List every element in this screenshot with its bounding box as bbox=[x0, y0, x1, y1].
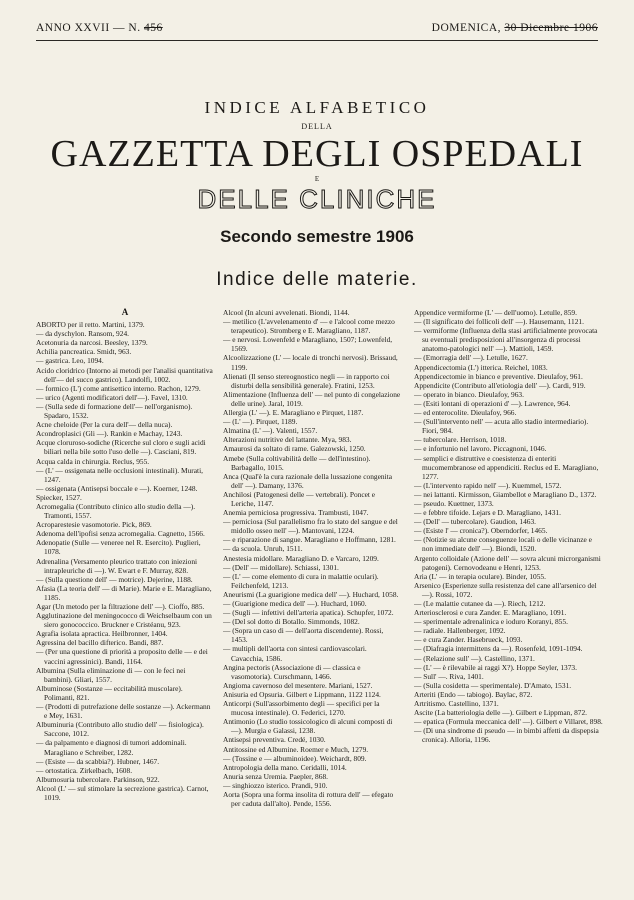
index-entry: — da scuola. Unruh, 1511. bbox=[223, 544, 303, 554]
running-head bbox=[36, 22, 598, 38]
title-della: DELLA bbox=[301, 122, 333, 131]
index-entry: Arteriosclerosi e cura Zander. E. Maragliano, 1091. bbox=[414, 608, 567, 618]
index-entry: — gastrica. Leo, 1094. bbox=[36, 356, 104, 366]
index-entry: Appendice vermiforme (L' — dell'uomo). Letulle, 859. bbox=[414, 308, 577, 317]
index-entry: — (L' — come elemento di cura in malattie oculari). Feilchenfeld, 1213. bbox=[223, 571, 379, 590]
index-entry: — (Notizie su alcune conseguenze locali o delle vicinanze e non immediate dell' —). Biondi, 1520. bbox=[414, 535, 592, 554]
index-entry: Antimonio (Lo studio tossicologico di alcuni composti di —). Murgia e Galassi, 1238. bbox=[223, 717, 393, 736]
index-entry: Adenopatie (Sulle — veneree nel R. Esercito). Puglieri, 1078. bbox=[36, 538, 201, 557]
index-entry: — (Esiste — da scabbia?). Hubner, 1467. bbox=[36, 756, 160, 766]
index-entry: Argento colloidale (Azione dell' — sovra alcuni microrganismi patogeni). Cernovodeanu e Henri, 1253. bbox=[414, 553, 601, 572]
index-entry: — (Diafragia intermittens da —). Rosenfeld, 1091-1094. bbox=[414, 644, 583, 654]
index-entry: — (L' — ossigenata nelle occlusioni intestinali). Murati, 1247. bbox=[36, 465, 203, 484]
index-entry: Albumosuria tubercolare. Parkinson, 922. bbox=[36, 774, 160, 784]
header-rule bbox=[36, 40, 598, 41]
index-entry: Anchilosi (Patogenesi delle — vertebrali). Poncet e Leriche, 1147. bbox=[223, 489, 376, 508]
index-entry: Anca (Qual'è la cura razionale della lussazione congenita dell' —). Damany, 1376. bbox=[223, 471, 392, 490]
index-entry: — tubercolare. Herrison, 1018. bbox=[414, 435, 507, 445]
running-head-right bbox=[432, 22, 598, 34]
index-entry: Afasia (La teoria dell' — di Marie). Marie e E. Maragliano, 1185. bbox=[36, 583, 212, 602]
index-entry: — (Sulla questione dell' — motrice). Dejerine, 1188. bbox=[36, 574, 193, 584]
index-column-3 bbox=[414, 308, 604, 898]
index-entry: Alienati (Il senso stereognostico negli — in rapporto coi disturbi della sensibilità generale). Fratini, 1253. bbox=[223, 371, 390, 390]
index-entry: — e nervosi. Lowenfeld e Maragliano, 1507; Lowenfeld, 1569. bbox=[223, 335, 393, 354]
index-entry: Arsenico (Esperienze sulla resistenza del cane all'arsenico del —). Rossi, 1072. bbox=[414, 580, 597, 599]
index-entry: — da dyschylon. Ransom, 924. bbox=[36, 329, 129, 339]
index-entry: Alcool (L' — sul stimolare la secrezione gastrica). Carnot, 1019. bbox=[36, 783, 209, 802]
index-entry: Angina pectoris (Associazione di — classica e vasomotoria). Curschmann, 1466. bbox=[223, 662, 361, 681]
index-column-1 bbox=[36, 308, 214, 898]
title-subtitle: DELLE CLINICHE bbox=[197, 184, 437, 214]
index-entry: — radiale. Hallenberger, 1092. bbox=[414, 626, 506, 636]
index-entry: Appendicite (Contributo all'etiologia dell' —). Cardi, 919. bbox=[414, 380, 586, 390]
index-entry: — (L'intervento rapido nell' —). Kuemmel, 1572. bbox=[414, 480, 562, 490]
index-entry: — ortostatica. Zirkelbach, 1608. bbox=[36, 765, 133, 775]
index-entry: — vermiforme (Influenza della stasi artificialmente provocata su eventuali predisposizioni all'insorgenza di processi anatomo-patologici nell' —). Mattioli, 1459. bbox=[414, 326, 598, 354]
index-entry: Agrafia isolata apractica. Heilbronner, 1404. bbox=[36, 629, 168, 639]
index-entry: — (Sulla cosidetta — sperimentale). D'Amato, 1531. bbox=[414, 680, 572, 690]
index-entry: Appendicectomia (L') itterica. Reichel, 1083. bbox=[414, 362, 548, 372]
index-entry: — pseudo. Kuettner, 1373. bbox=[414, 498, 494, 508]
title-section: Indice delle materie. bbox=[216, 269, 418, 290]
index-entry: Agar (Un metodo per la filtrazione dell' —). Cioffo, 885. bbox=[36, 602, 205, 611]
index-entry: Acido cloridrico (Intorno ai metodi per l'analisi quantitativa dell'— del succo gastrico). Landolfi, 1002. bbox=[36, 365, 213, 384]
index-entry: Acne cheloide (Per la cura dell'— della nuca). bbox=[36, 420, 173, 430]
index-entry: Alimentazione (Influenza dell' — nel punto di congelazione delle urine). Jaral, 1019. bbox=[223, 389, 401, 408]
index-entry: — (Guarigione medica dell' —). Huchard, 1060. bbox=[223, 599, 367, 608]
index-entry: — (L' — è rilevabile ai raggi X?). Hoppe Seyler, 1373. bbox=[414, 662, 577, 672]
index-entry: Adrenalina (Versamento pleurico trattato con iniezioni intrapleuriche di —). W. Ewart e F. Murray, 828. bbox=[36, 556, 198, 575]
index-entry: Spiecker, 1527. bbox=[36, 492, 82, 502]
index-entry: — e riparazione di sangue. Maragliano e Hoffmann, 1281. bbox=[223, 535, 396, 545]
index-entry: Alcoolizzazione (L' — locale di tronchi nervosi). Brissaud, 1199. bbox=[223, 353, 398, 372]
index-entry: — singhiozzo isterico. Prandi, 910. bbox=[223, 780, 328, 790]
index-entry: Agressina del bacillo difterico. Bandi, 887. bbox=[36, 638, 164, 648]
index-entry: Acque cloruroso-sodiche (Ricerche sul cloro e sugli acidi biliari nella bile sotto l'uso delle —). Casciani, 819. bbox=[36, 438, 206, 457]
index-entry: — (Sopra un caso di — dell'aorta discendente). Rossi, 1453. bbox=[223, 626, 384, 645]
index-entry: — e cura Zander. Hasebrueck, 1093. bbox=[414, 635, 523, 645]
index-entry: — (L' —). Pirquet, 1189. bbox=[223, 417, 298, 427]
index-entry: — urico (Agenti modificatori dell'—). Favel, 1310. bbox=[36, 392, 188, 402]
index-entry: — ed enterocolite. Dieulafoy, 966. bbox=[414, 408, 517, 418]
index-entry: — (Tossine e — albuminoidee). Weichardt, 809. bbox=[223, 753, 367, 763]
section-letter: A bbox=[121, 308, 129, 317]
title-index-label: INDICE ALFABETICO bbox=[204, 98, 430, 117]
index-entry: Alcool (In alcuni avvelenati. Biondi, 1144. bbox=[223, 308, 350, 317]
index-entry: Anisuria ed Opsuria. Gilbert e Lippmann, 1122 1124. bbox=[223, 689, 381, 699]
index-entry: — (Del sol dotto di Botallo. Simmonds, 1082. bbox=[223, 617, 360, 627]
index-entry: Allergia (L' —). E. Maragliano e Pirquet, 1187. bbox=[223, 408, 364, 418]
index-entry: Aorta (Sopra una forma insolita di rottura dell' — efegato per caduta dall'alto). Pende, 1556. bbox=[223, 789, 394, 809]
title-masthead: GAZZETTA DEGLI OSPEDALI bbox=[50, 133, 584, 175]
index-entry: — sperimentale adrenalinica e ioduro Koranyi, 855. bbox=[414, 617, 568, 627]
index-entry: — (Dell' — tubercolare). Gaudion, 1463. bbox=[414, 517, 537, 527]
title-semester: Secondo semestre 1906 bbox=[220, 227, 414, 246]
index-entry: Aria (L' — in terapia oculare). Binder, 1055. bbox=[414, 571, 546, 581]
index-entry: — Sull' —. Riva, 1401. bbox=[414, 671, 484, 681]
issue-label: ANNO XXVII — N. bbox=[36, 22, 141, 34]
entry-list bbox=[223, 308, 401, 808]
running-head-left bbox=[36, 22, 163, 34]
title-conjunction: E bbox=[314, 175, 320, 183]
index-columns bbox=[36, 308, 604, 898]
index-entry: — e infortunio nel lavoro. Piccagnoni, 1046. bbox=[414, 444, 547, 454]
index-entry: — (Sull'intervento nell' — acuta allo stadio intermediario). Fiori, 984. bbox=[414, 417, 589, 436]
title-block bbox=[0, 98, 634, 291]
index-entry: — (Di una sindrome di pseudo — in bimbi affetti da dispepsia cronica). Alloria, 1196. bbox=[414, 726, 599, 745]
index-entry: Agglutinazione del meningococco di Weichselbaum con un siero gonococcico. Bruckner e Cristéanu, 923. bbox=[36, 611, 212, 630]
index-entry: Almatina (L' —). Valenti, 1557. bbox=[223, 426, 318, 436]
index-entry: — (Relazione sull' —). Castellino, 1371. bbox=[414, 653, 535, 663]
index-entry: — nei lattanti. Kirmisson, Giambellot e Maragliano D., 1372. bbox=[414, 489, 597, 499]
index-entry: Albuminuria (Contributo allo studio dell' — fisiologica). Saccone, 1012. bbox=[36, 720, 204, 739]
index-entry: — e febbre tifoide. Lejars e D. Maragliano, 1431. bbox=[414, 508, 561, 518]
index-entry: — (Dell' — midollare). Schiassi, 1301. bbox=[223, 562, 339, 572]
index-entry: Artritismo. Castellino, 1371. bbox=[414, 699, 499, 709]
index-entry: Albumina (Sulla eliminazione di — con le feci nei bambini). Gliari, 1557. bbox=[36, 665, 186, 684]
index-entry: — operato in bianco. Dieulafoy, 963. bbox=[414, 389, 524, 399]
index-entry: Appendicectomie in bianco e preventive. Dieulafoy, 961. bbox=[414, 371, 583, 381]
issue-number: 456 bbox=[143, 22, 163, 34]
index-entry: ABORTO per il retto. Martini, 1379. bbox=[36, 320, 145, 330]
index-entry: — (Esiti lontani di operazioni d' —). Lawrence, 964. bbox=[414, 398, 571, 408]
index-entry: Anuria senza Uremia. Paepler, 868. bbox=[223, 771, 328, 781]
index-entry: — ossigenata (Antisepsi boccale e —). Koerner, 1248. bbox=[36, 483, 198, 493]
issue-date: 30 Dicembre 1906 bbox=[504, 22, 598, 34]
index-entry: Anticorpi (Sull'assorbimento degli — specifici per la mucosa intestinale). O. Federici, 1270. bbox=[223, 699, 380, 718]
index-entry: — (Esiste l' — cronica?). Oberndorfer, 1465. bbox=[414, 526, 548, 536]
index-entry: — (Emorragia dell' —). Letulle, 1627. bbox=[414, 353, 528, 363]
index-entry: Albuminose (Sostanze — eccitabilità muscolare). Polimanti, 821. bbox=[36, 683, 183, 702]
index-entry: — perniciosa (Sul parallelismo fra lo stato del sangue e del midollo osseo nell' —). Mantovani, 1224. bbox=[223, 517, 398, 536]
index-entry: Amaurosi da soltato di rame. Galezowski, 1250. bbox=[223, 444, 366, 454]
index-entry: — (Per una questione di priorità a proposito delle — e dei vaccini agressinici). Bandi, 1164. bbox=[36, 647, 208, 666]
index-entry: Anemia perniciosa progressiva. Trambusti, 1047. bbox=[223, 508, 369, 518]
index-entry: Aneurismi (La guarigione medica dell' —). Huchard, 1058. bbox=[223, 589, 399, 599]
index-entry: — formico (L') come antisettico interno. Rachon, 1279. bbox=[36, 383, 201, 393]
index-entry: — semplici e distruttive e coesistenza di enteriti mucomembranose ed appendiciti. Reclus ed E. Maragliano, 1277. bbox=[414, 453, 599, 481]
index-entry: Anestesia midollare. Maragliano D. e Varcaro, 1209. bbox=[223, 553, 379, 563]
index-entry: Adenoma dell'ipofisi senza acromegalia. Cagnetto, 1566. bbox=[36, 529, 205, 539]
index-entry: Achilia pancreatica. Smidt, 963. bbox=[36, 347, 132, 357]
index-entry: — (Il significato dei follicoli dell' —). Hausemann, 1121. bbox=[414, 317, 584, 327]
index-entry: Alterazioni nutritive del lattante. Mya, 983. bbox=[223, 435, 352, 445]
index-entry: Antisepsi preventiva. Credé, 1030. bbox=[223, 735, 326, 745]
index-entry: — epatica (Formula meccanica dell' —). Gilbert e Villaret, 898. bbox=[414, 717, 603, 727]
index-entry: Acqua calda in chirurgia. Reclus, 955. bbox=[36, 456, 150, 466]
index-entry: — (Prodotti di putrefazione delle sostanze —). Ackermann e Mey, 1631. bbox=[36, 702, 211, 721]
index-entry: Acetonuria da narcosi. Beesley, 1379. bbox=[36, 338, 148, 348]
index-entry: Angioma cavernoso del mesentere. Mariani, 1527. bbox=[223, 680, 373, 690]
index-entry: — (Sulla sede di formazione dell'— nell'organismo). Spadaro, 1532. bbox=[36, 401, 193, 421]
index-entry: Acroparestesie vasomotorie. Pick, 869. bbox=[36, 520, 152, 530]
index-entry: Ascite (La batteriologia delle —). Gilbert e Lippman, 872. bbox=[414, 708, 588, 718]
issue-day: DOMENICA, bbox=[431, 22, 502, 34]
index-entry: Antitossine ed Albumine. Roemer e Much, 1279. bbox=[223, 744, 369, 754]
entry-list bbox=[414, 308, 604, 745]
index-entry: — da palpamento e diagnosi di tumori addominali. Maragliano e Schreiber, 1282. bbox=[36, 738, 187, 757]
index-entry: Arteriti (Endo — tabiogo). Baylac, 872. bbox=[414, 689, 533, 699]
entry-list bbox=[36, 320, 214, 802]
index-entry: — (Sugli — infettivi dell'arteria apatica). Schupfer, 1072. bbox=[223, 608, 394, 618]
index-entry: — metilico (L'avvelenamento d' — e l'alcool come mezzo terapeutico). Stromberg e E. Maragliano, 1187. bbox=[223, 317, 395, 336]
index-entry: Acondroplasici (Gli —). Rankin e Machay, 1243. bbox=[36, 429, 183, 439]
index-entry: Acromegalia (Contributo clinico allo studio della —). Tramonti, 1557. bbox=[36, 501, 196, 521]
index-column-2 bbox=[223, 308, 401, 898]
index-entry: — (Le malattie cutanee da —). Riech, 1212. bbox=[414, 599, 546, 608]
index-entry: — multipli dell'aorta con sintesi cardiovascolari. Cavacchia, 1586. bbox=[223, 644, 367, 663]
index-entry: Amebe (Sulla coltivabilità delle — dell'intestino). Barbagallo, 1015. bbox=[223, 453, 371, 472]
index-entry: Antropologia della mano. Ceridalli, 1014. bbox=[223, 762, 347, 772]
